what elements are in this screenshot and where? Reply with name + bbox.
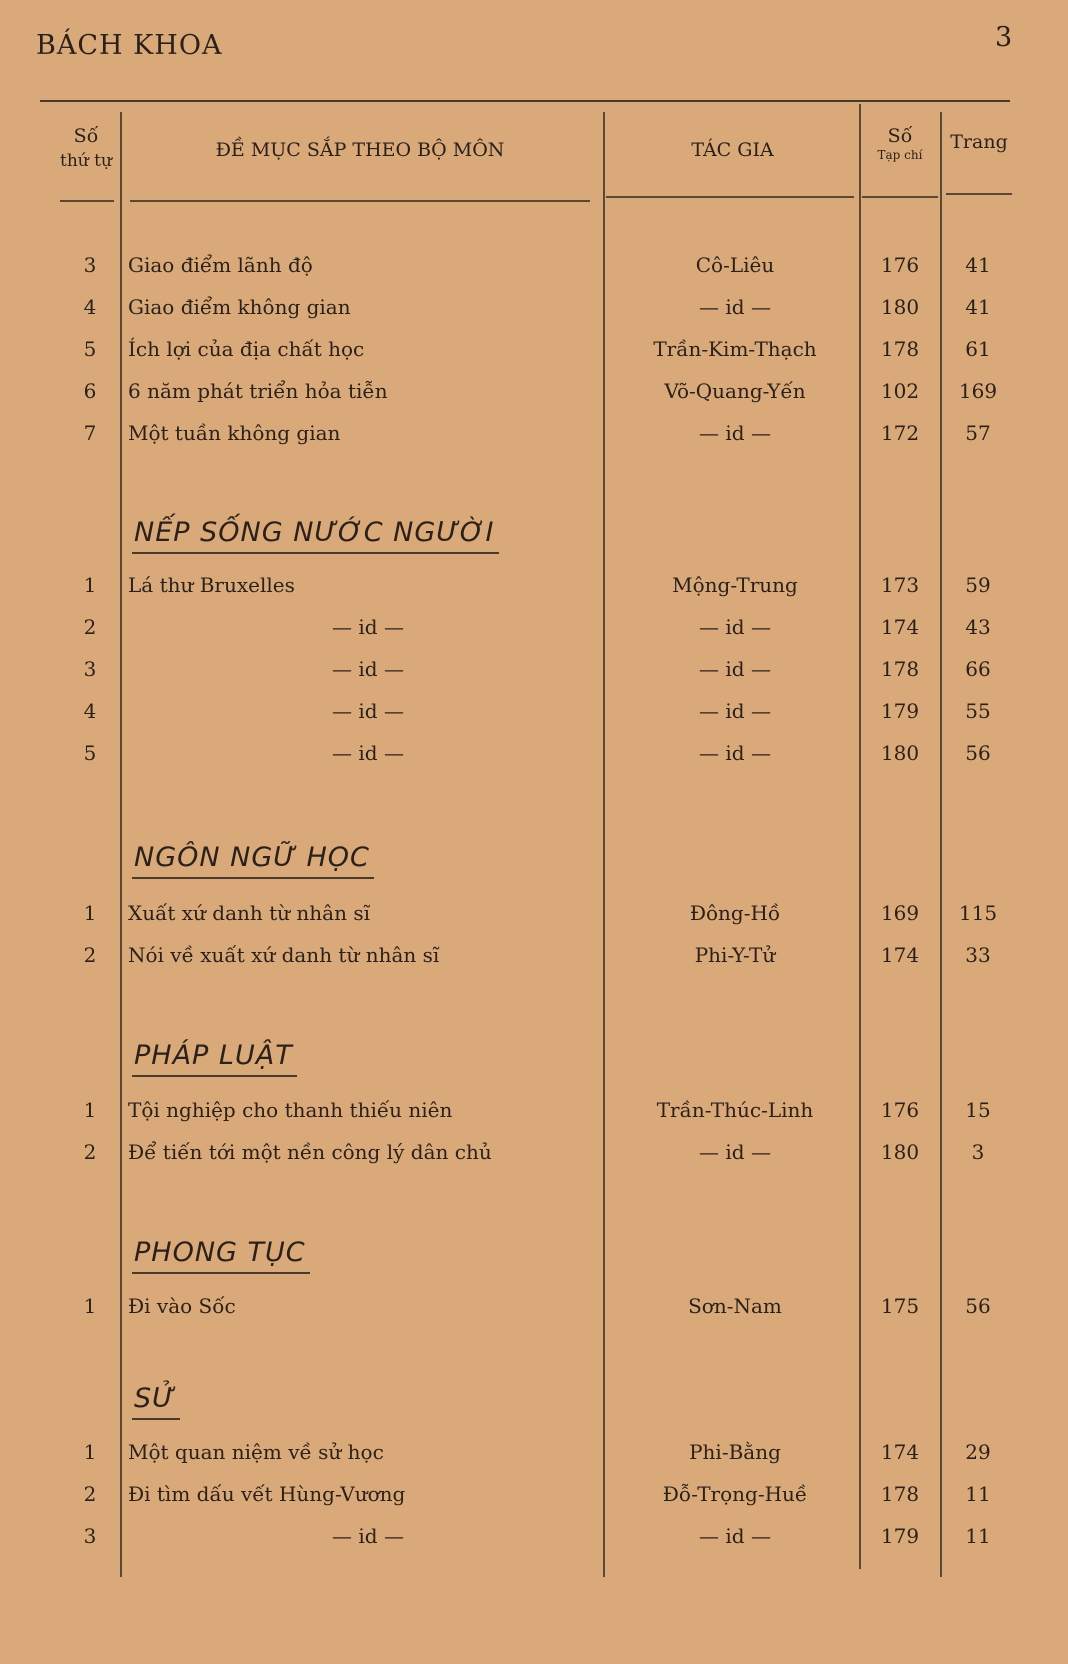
row-title: — id — [332,741,404,765]
row-title: Tội nghiệp cho thanh thiếu niên [128,1098,453,1122]
table-row [0,413,1068,453]
row-author: — id — [699,657,771,681]
row-title: — id — [332,699,404,723]
row-author: Phi-Y-Tử [694,943,776,967]
row-author: Sơn-Nam [688,1294,782,1318]
row-issue: 169 [880,901,920,925]
row-author: Trần-Thúc-Linh [656,1098,814,1122]
row-page: 11 [965,1482,991,1506]
row-title: Xuất xứ danh từ nhân sĩ [128,901,370,925]
header-underline [606,196,854,198]
row-number: 2 [83,1140,97,1164]
column-header-issue-line1: Số [887,125,913,147]
row-author: — id — [699,295,771,319]
row-title: Đi vào Sốc [128,1294,236,1318]
section-heading: SỬ [132,1382,180,1420]
row-number: 1 [83,1294,97,1318]
row-title: — id — [332,615,404,639]
table-row [0,1516,1068,1556]
page-number: 3 [995,22,1013,53]
column-header-page: Trang [950,131,1008,153]
row-issue: 179 [880,1524,920,1548]
column-header-issue-line2: Tạp chí [877,148,923,162]
table-row [0,1432,1068,1472]
table-row [0,565,1068,605]
row-page: 29 [965,1440,991,1464]
column-header-number-line1: Số [73,125,99,147]
table-row [0,287,1068,327]
row-issue: 178 [880,657,920,681]
row-number: 3 [83,1524,97,1548]
row-title: — id — [332,1524,404,1548]
column-header-issue [862,124,938,162]
row-number: 2 [83,943,97,967]
row-title: Một quan niệm về sử học [128,1440,384,1464]
row-page: 43 [965,615,991,639]
row-page: 169 [958,379,998,403]
row-number: 1 [83,901,97,925]
table-row [0,1474,1068,1514]
row-issue: 175 [880,1294,920,1318]
row-title: 6 năm phát triển hỏa tiễn [128,379,388,403]
row-issue: 180 [880,1140,920,1164]
row-issue: 178 [880,1482,920,1506]
row-author: — id — [699,741,771,765]
row-issue: 176 [880,253,920,277]
row-page: 33 [965,943,991,967]
header-underline [130,200,590,202]
table-row [0,245,1068,285]
row-issue: 176 [880,1098,920,1122]
row-page: 66 [965,657,991,681]
table-row [0,935,1068,975]
row-issue: 179 [880,699,920,723]
row-author: — id — [699,1524,771,1548]
column-header-number [56,124,116,173]
table-row [0,691,1068,731]
section-heading: NGÔN NGỮ HỌC [132,841,374,879]
row-author: Mộng-Trung [672,573,798,597]
row-title: — id — [332,657,404,681]
row-number: 4 [83,699,97,723]
row-page: 57 [965,421,991,445]
row-page: 41 [965,295,991,319]
section-heading: NẾP SỐNG NƯỚC NGƯỜI [132,516,499,554]
row-title: Nói về xuất xứ danh từ nhân sĩ [128,943,440,967]
row-title: Để tiến tới một nền công lý dân chủ [128,1140,492,1164]
row-author: — id — [699,421,771,445]
row-title: Giao điểm lãnh độ [128,253,313,277]
row-issue: 180 [880,295,920,319]
row-number: 1 [83,1098,97,1122]
row-title: Một tuần không gian [128,421,341,445]
row-author: Võ-Quang-Yến [664,379,806,403]
row-page: 56 [965,1294,991,1318]
row-page: 11 [965,1524,991,1548]
row-number: 5 [83,741,97,765]
table-row [0,607,1068,647]
journal-title: BÁCH KHOA [36,30,223,61]
table-row [0,1286,1068,1326]
row-title: Đi tìm dấu vết Hùng-Vương [128,1482,406,1506]
row-number: 3 [83,657,97,681]
row-author: Trần-Kim-Thạch [653,337,817,361]
row-issue: 174 [880,615,920,639]
row-page: 56 [965,741,991,765]
row-issue: 173 [880,573,920,597]
row-page: 59 [965,573,991,597]
row-title: Ích lợi của địa chất học [128,337,365,361]
table-row [0,1090,1068,1130]
row-title: Lá thư Bruxelles [128,573,295,597]
table-row [0,893,1068,933]
header-underline [862,196,938,198]
row-issue: 180 [880,741,920,765]
row-page: 41 [965,253,991,277]
table-row [0,371,1068,411]
row-number: 3 [83,253,97,277]
table-row [0,329,1068,369]
column-header-number-line2: thứ tự [60,151,112,171]
column-header-author: TÁC GIA [691,139,774,161]
row-issue: 178 [880,337,920,361]
row-issue: 102 [880,379,920,403]
top-rule [40,100,1010,102]
row-number: 2 [83,615,97,639]
row-page: 61 [965,337,991,361]
table-row [0,649,1068,689]
row-number: 1 [83,573,97,597]
row-number: 4 [83,295,97,319]
row-issue: 172 [880,421,920,445]
section-heading: PHÁP LUẬT [132,1039,297,1077]
table-row [0,1132,1068,1172]
row-author: Phi-Bằng [689,1440,781,1464]
row-number: 1 [83,1440,97,1464]
row-author: — id — [699,699,771,723]
row-author: Đỗ-Trọng-Huề [662,1482,808,1506]
row-title: Giao điểm không gian [128,295,351,319]
row-page: 3 [971,1140,985,1164]
row-author: Cô-Liêu [695,253,775,277]
row-number: 5 [83,337,97,361]
row-page: 15 [965,1098,991,1122]
row-page: 115 [958,901,998,925]
table-row [0,733,1068,773]
header-underline [60,200,114,202]
header-underline [946,193,1012,195]
row-author: — id — [699,1140,771,1164]
row-issue: 174 [880,1440,920,1464]
row-number: 7 [83,421,97,445]
section-heading: PHONG TỤC [132,1236,310,1274]
row-author: — id — [699,615,771,639]
column-header-title: ĐỀ MỤC SẮP THEO BỘ MÔN [215,139,505,161]
row-issue: 174 [880,943,920,967]
row-page: 55 [965,699,991,723]
row-number: 2 [83,1482,97,1506]
row-number: 6 [83,379,97,403]
row-author: Đông-Hồ [689,901,781,925]
